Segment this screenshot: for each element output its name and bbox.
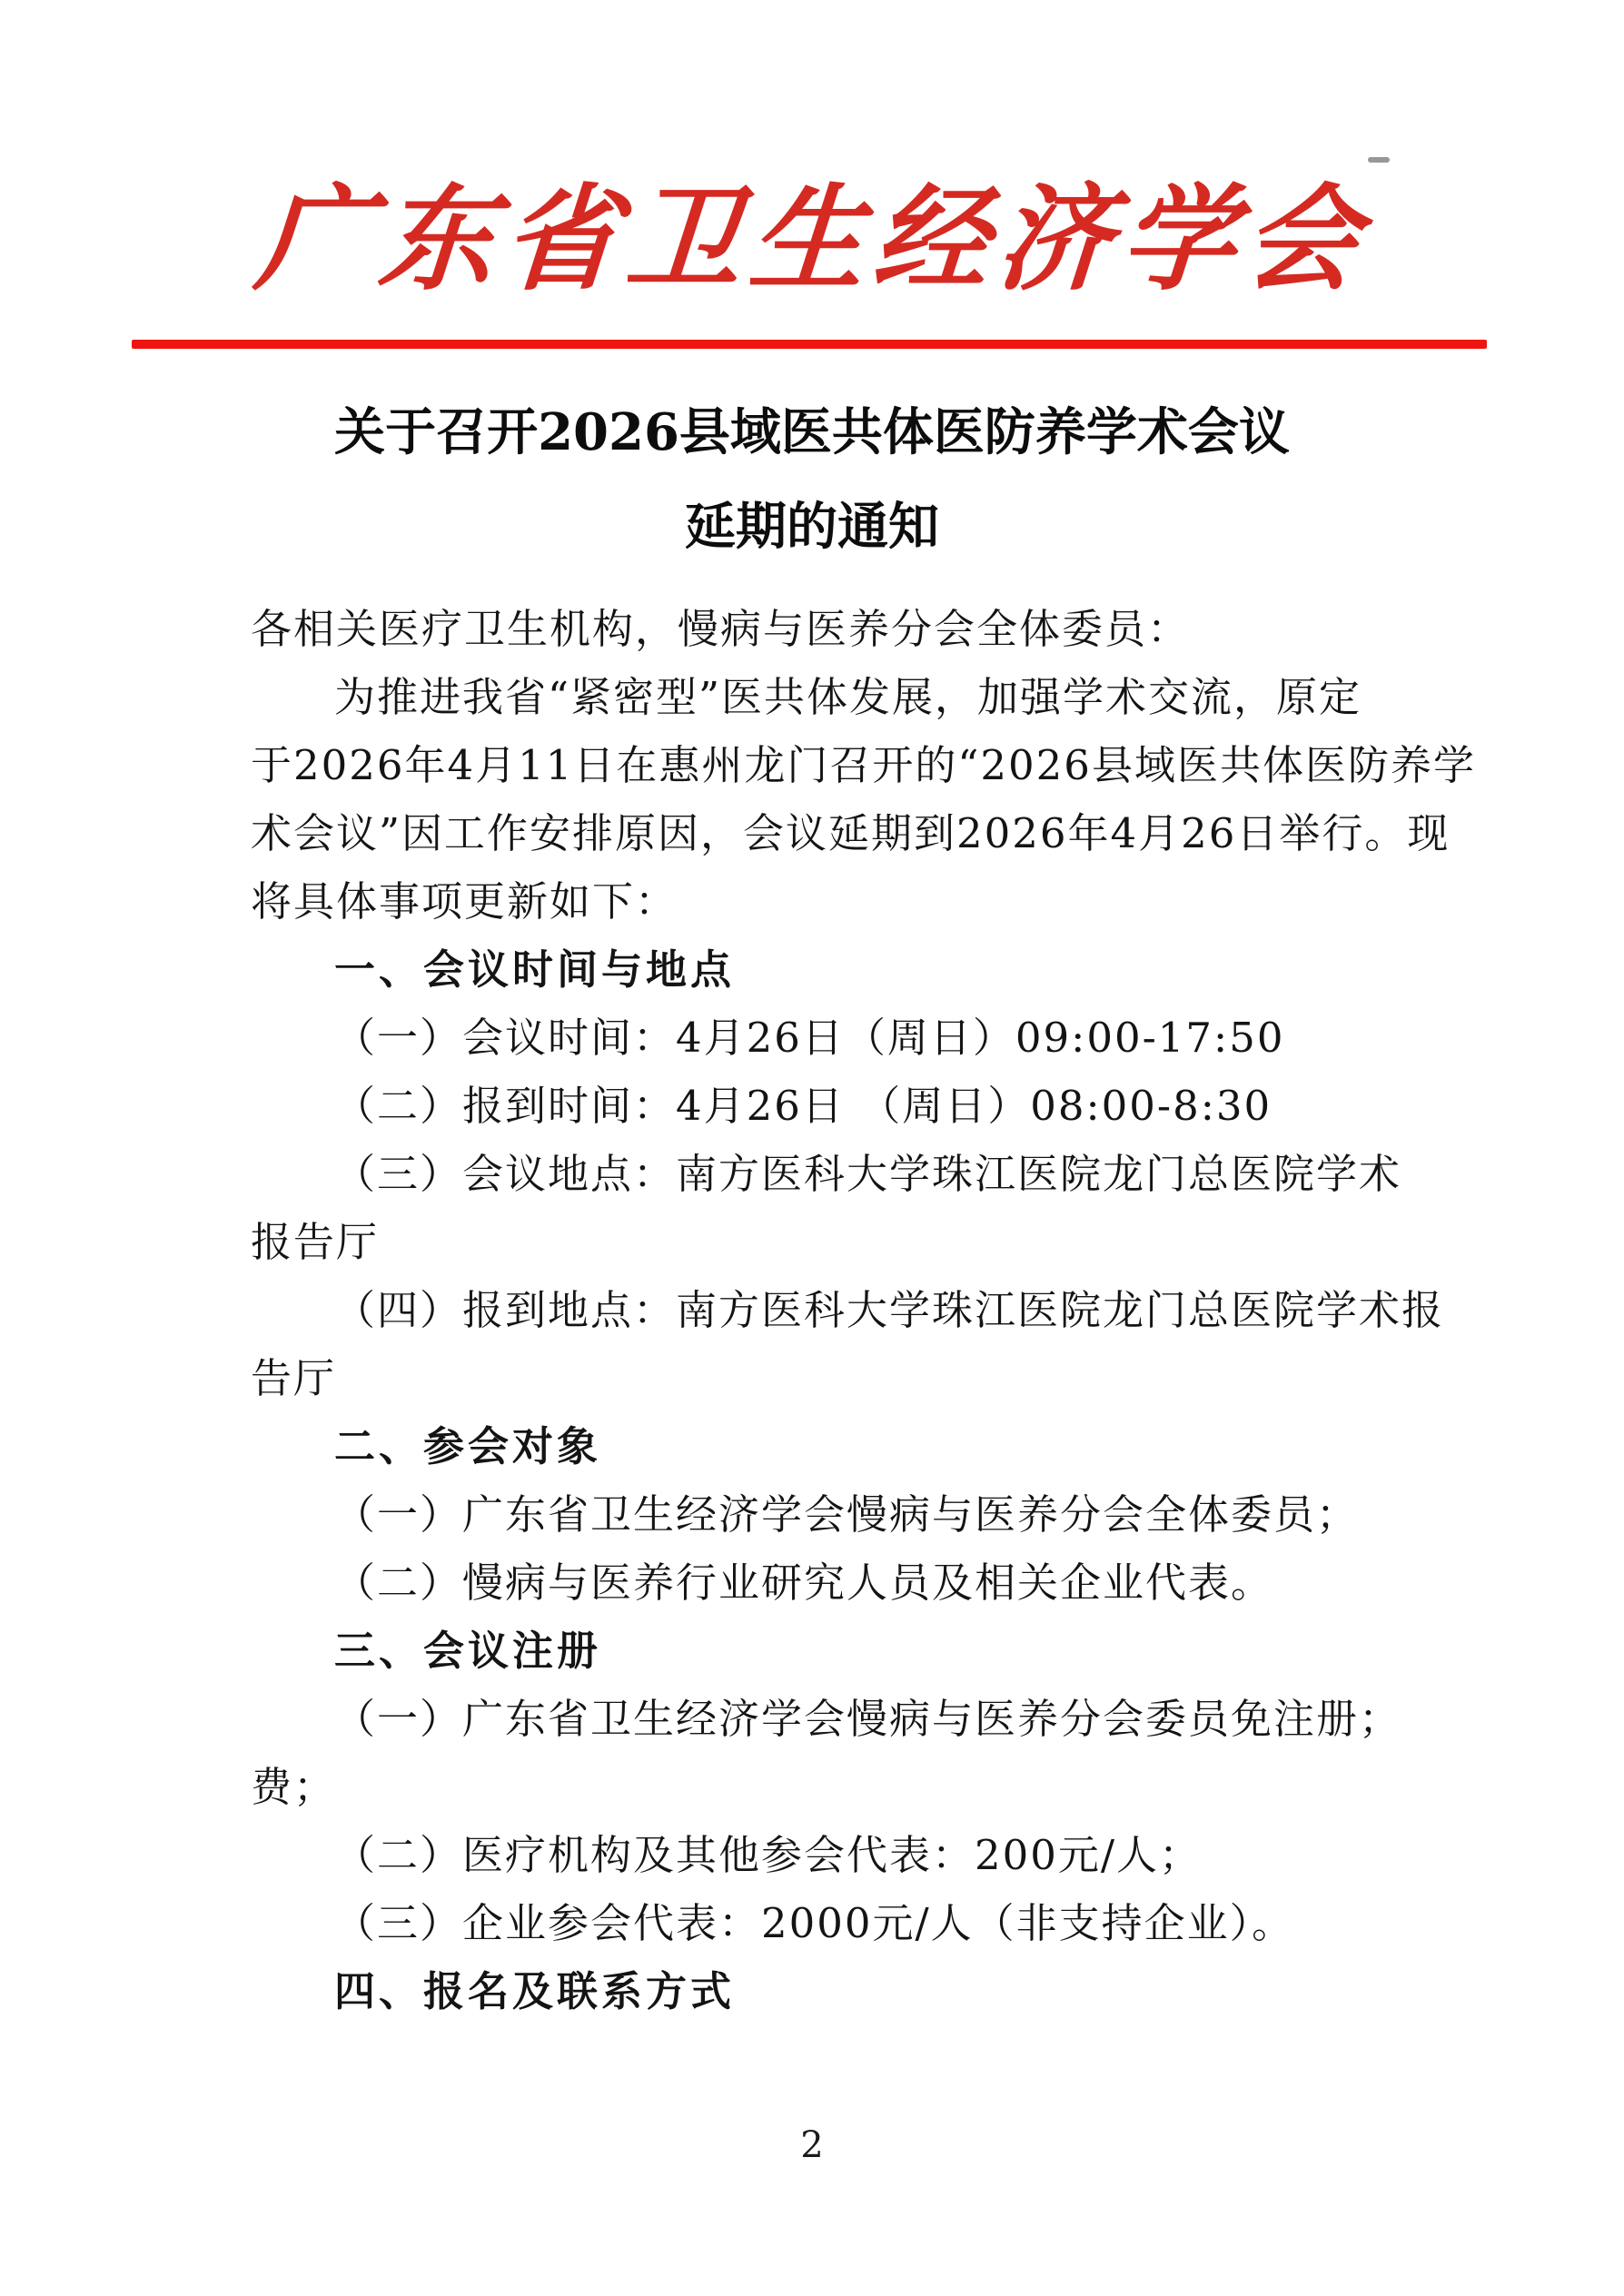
body-line: 报告厅	[251, 1218, 380, 1266]
body-line: （三）企业参会代表：2000元/人（非支持企业）。	[334, 1899, 1295, 1947]
letterhead-divider-rule	[132, 340, 1487, 349]
section-heading: 二、参会对象	[334, 1422, 602, 1470]
dash-mark-icon	[1368, 157, 1390, 163]
section-heading: 四、报名及联系方式	[334, 1967, 736, 2015]
body-line: （二）慢病与医养行业研究人员及相关企业代表。	[334, 1559, 1274, 1607]
notice-title-line1: 关于召开2026县域医共体医防养学术会议	[334, 402, 1290, 462]
body-line: 术会议”因工作安排原因，会议延期到2026年4月26日举行。现	[251, 809, 1451, 857]
body-line: （一）广东省卫生经济学会慢病与医养分会全体委员；	[334, 1490, 1360, 1539]
section-heading: 一、会议时间与地点	[334, 945, 736, 994]
body-line: 将具体事项更新如下：	[251, 877, 678, 925]
body-line: （三）会议地点：南方医科大学珠江医院龙门总医院学术	[334, 1150, 1402, 1198]
page-number: 2	[800, 2124, 824, 2166]
body-line: 费；	[251, 1763, 337, 1811]
notice-title-line2: 延期的通知	[685, 497, 939, 557]
body-line: （一）会议时间：4月26日（周日）09:00-17:50	[334, 1014, 1285, 1062]
body-line: （四）报到地点：南方医科大学珠江医院龙门总医院学术报	[334, 1286, 1445, 1334]
body-line: 为推进我省“紧密型”医共体发展，加强学术交流，原定	[334, 673, 1362, 721]
section-heading: 三、会议注册	[334, 1627, 602, 1675]
body-line: （一）广东省卫生经济学会慢病与医养分会委员免注册；	[334, 1695, 1402, 1743]
body-line: （二）报到时间：4月26日 （周日）08:00-8:30	[334, 1082, 1272, 1130]
org-letterhead: 广东省卫生经济学会	[251, 172, 1373, 306]
body-line: 于2026年4月11日在惠州龙门召开的“2026县域医共体医防养学	[251, 741, 1476, 789]
notice-title	[0, 385, 1624, 574]
notice-body	[251, 595, 1476, 2025]
body-line: （二）医疗机构及其他参会代表：200元/人；	[334, 1831, 1203, 1879]
body-line: 各相关医疗卫生机构，慢病与医养分会全体委员：	[251, 605, 1191, 653]
body-line: 告厅	[251, 1354, 337, 1402]
